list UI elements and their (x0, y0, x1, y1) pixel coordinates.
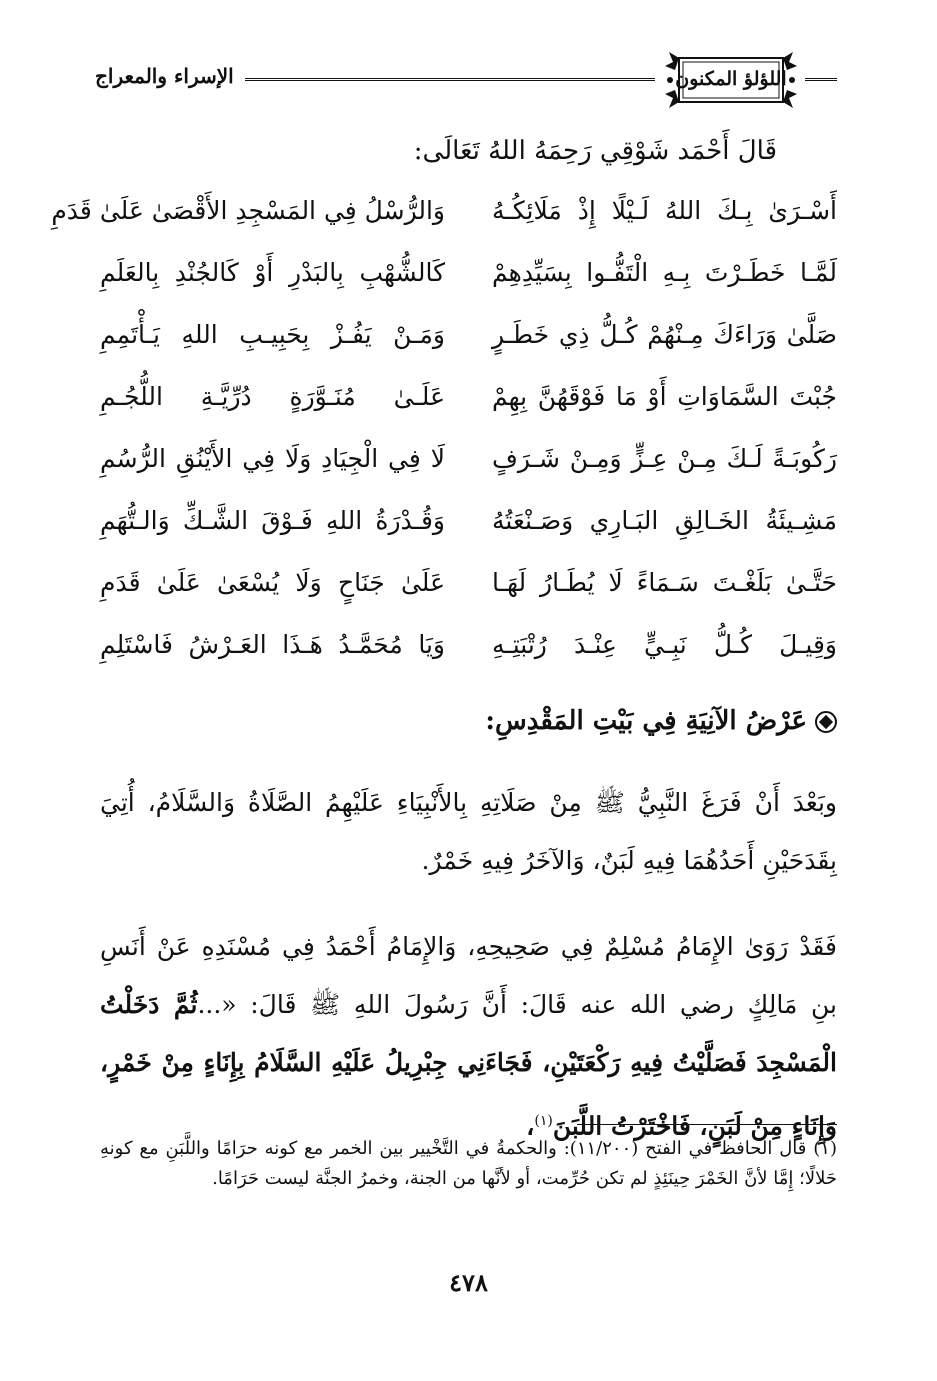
header-rule-short (805, 78, 837, 84)
verse-left: كَالشُّهْبِ بِالبَدْرِ أَوْ كَالجُنْدِ بِالعَلَمِ (100, 258, 445, 287)
poem-intro: قَالَ أَحْمَد شَوْقِي رَحِمَهُ اللهُ تَعَالَى: (413, 136, 777, 166)
section-heading (485, 706, 837, 736)
verse-left: عَلَـىٰ مُنَـوَّرَةٍ دُرِّيَّـةِ اللُّجُـمِ (100, 382, 445, 411)
section-title: عَرْضُ الآنِيَةِ فِي بَيْتِ المَقْدِسِ: (485, 706, 807, 736)
paragraph-hadith (100, 918, 837, 1155)
hadith-intro: فَقَدْ رَوَىٰ الإِمَامُ مُسْلِمٌ فِي صَحِيحِهِ، وَالإِمَامُ أَحْمَدُ فِي مُسْنَدِهِ عَنْ أَنَسِ بنِ مَالِكٍ رضي الله عنه قَالَ: أَنَّ رَسُولَ اللهِ ﷺ قَالَ: «... (100, 932, 837, 1019)
section-bullet-icon (815, 711, 837, 733)
page-number: ٤٧٨ (449, 1268, 488, 1297)
verse-left: وَالرُّسْلُ فِي المَسْجِدِ الأَقْصَىٰ عَلَىٰ قَدَمِ (51, 196, 445, 225)
book-title: اللؤلؤ المكنون (675, 68, 787, 90)
footnote-ref: (١) (534, 1113, 553, 1129)
footnote-separator (577, 1124, 837, 1125)
running-header (95, 52, 837, 112)
verse-left: عَلَىٰ جَنَاحٍ وَلَا يُسْعَىٰ عَلَىٰ قَدَمِ (100, 568, 445, 597)
verse-right: أَسْـرَىٰ بِـكَ اللهُ لَـيْلًا إِذْ مَلَائِكُـهُ (492, 196, 837, 225)
verse-left: لَا فِي الْجِيَادِ وَلَا فِي الأَيْنُقِ الرُّسُمِ (100, 444, 445, 473)
verse-left: وَقُـدْرَةُ اللهِ فَـوْقَ الشَّـكِّ وَالـتُّهَمِ (100, 506, 445, 535)
verse-right: صَلَّىٰ وَرَاءَكَ مِـنْهُمْ كُـلُّ ذِي خَطَـرٍ (492, 320, 837, 349)
verse-right: رَكُوبَـةً لَـكَ مِـنْ عِـزٍّ وَمِـنْ شَـرَفٍ (492, 444, 837, 473)
chapter-title: الإسراء والمعراج (95, 64, 234, 88)
verse-right: جُبْتَ السَّمَاوَاتِ أَوْ مَا فَوْقَهُنَّ بِهِمْ (492, 382, 837, 411)
book-title-ornament (665, 52, 797, 108)
hadith-tail: ، (526, 1111, 535, 1141)
verse-right: وَقِيـلَ كُـلُّ نَبِـيٍّ عِنْـدَ رُتْبَتِـهِ (492, 630, 837, 659)
paragraph: وبَعْدَ أَنْ فَرَغَ النَّبِيُّ ﷺ مِنْ صَلَاتِهِ بِالأَنْبِيَاءِ عَلَيْهِمُ الصَّلَاةُ وَالسَّلَامُ، أُتِيَ بِقَدَحَيْنِ أَحَدُهُمَا فِيهِ لَبَنٌ، وَالآخَرُ فِيهِ خَمْرٌ. (100, 788, 837, 875)
hadith-quote: ثُمَّ دَخَلْتُ الْمَسْجِدَ فَصَلَّيْتُ فِيهِ رَكْعَتَيْنِ، فَجَاءَنِي جِبْرِيلُ عَلَيْهِ السَّلَامُ بِإِنَاءٍ مِنْ خَمْرٍ، وَإِنَاءٍ مِنْ لَبَنٍ، فَاخْتَرْتُ اللَّبَنَ (100, 990, 837, 1141)
footnote: (١) قال الحافظ في الفتح (١١/٢٠٠): والحكمةُ في التَّخْيير بين الخمر مع كونه حرَامًا واللَّبَنِ مع كونهِ حَلالًا؛ إِمَّا لأنَّ الخَمْرَ حِينَئِذٍ لم تكن حُرِّمت، أو لأنَّها من الجنة، وخمرُ الجنَّة ليست حَرَامًا. (100, 1138, 837, 1189)
verse-right: لَمَّـا خَطَـرْتَ بِـهِ الْتَفُّـوا بِسَيِّدِهِمْ (492, 258, 837, 287)
verse-right: حَتَّـىٰ بَلَغْـتَ سَـمَاءً لَا يُطَـارُ لَهَـا (492, 568, 837, 597)
verse-right: مَشِـيئَةُ الخَـالِقِ البَـارِي وَصَـنْعَتُهُ (492, 506, 837, 535)
verse-left: وَيَا مُحَمَّـدُ هَـذَا العَـرْشُ فَاسْتَلِمِ (100, 630, 445, 659)
verse-left: وَمَـنْ يَفُـزْ بِحَبِيـبِ اللهِ يَـأْتَمِمِ (100, 320, 445, 349)
header-rule (245, 78, 655, 84)
